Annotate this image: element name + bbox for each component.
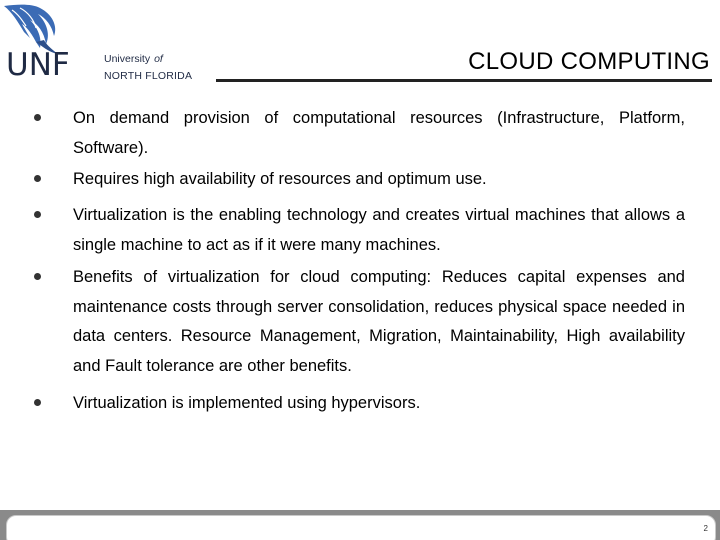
title-divider: [216, 79, 712, 82]
bullet-text: Benefits of virtualization for cloud computing: Reduces capital expenses and maintenance costs through server consolidation, reduces physical space needed in data centers. Resource Management, Migration, Maintainability, High availability and Fault tolerance are other benefits.: [73, 268, 685, 375]
bullet-text: Virtualization is the enabling technology and creates virtual machines that allows a single machine to act as if it were many machines.: [73, 206, 685, 254]
footer-card: [6, 515, 716, 540]
bullet-text: Virtualization is implemented using hypervisors.: [73, 394, 421, 412]
bullet-text: On demand provision of computational resources (Infrastructure, Platform, Software).: [73, 109, 685, 157]
logo-university-text: [104, 54, 163, 65]
logo-abbrev: UNF: [6, 47, 70, 83]
logo-state-text: NORTH FLORIDA: [104, 70, 193, 82]
bullet-dot-icon: [34, 175, 41, 182]
bullet-dot-icon: [34, 273, 41, 280]
bullet-dot-icon: [34, 211, 41, 218]
bullet-dot-icon: [34, 114, 41, 121]
bullet-dot-icon: [34, 399, 41, 406]
logo-of-word: of: [154, 53, 163, 65]
logo-university-word: University: [104, 53, 151, 65]
bullet-text: Requires high availability of resources and optimum use.: [73, 170, 487, 188]
page-number: 2: [703, 524, 708, 533]
slide-title: CLOUD COMPUTING: [468, 48, 710, 75]
